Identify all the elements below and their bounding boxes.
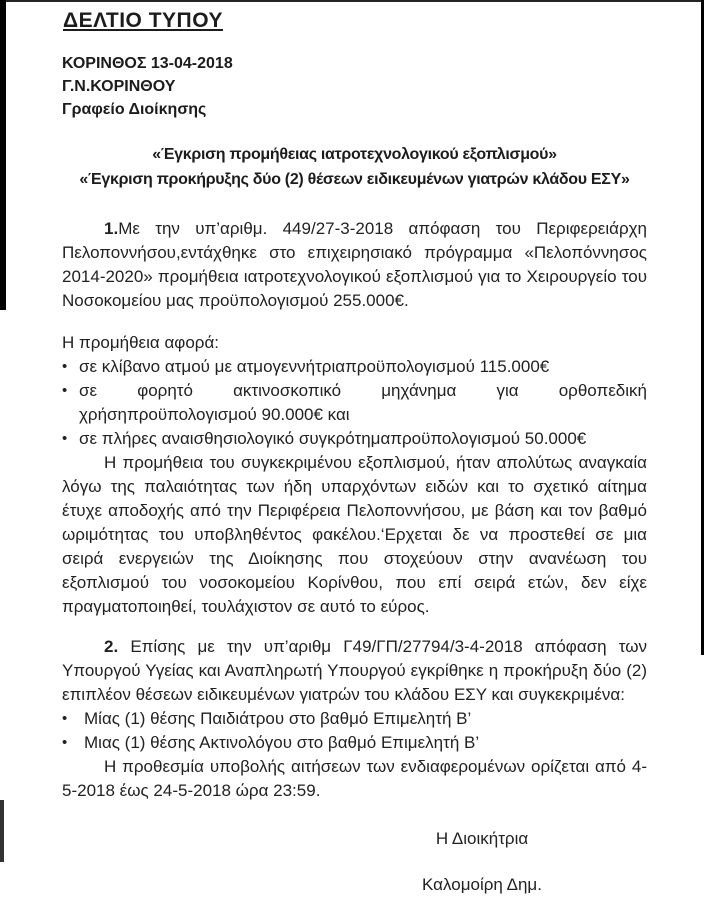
scan-edge-top bbox=[0, 0, 704, 2]
paragraph-3-number: 2. bbox=[104, 637, 119, 656]
list-intro: Η προμήθεια αφορά: bbox=[62, 333, 219, 352]
list-item bbox=[62, 707, 647, 731]
scan-edge-left-lower bbox=[0, 800, 4, 862]
bullet-icon: • bbox=[62, 430, 68, 447]
scan-edge-left-upper bbox=[0, 0, 6, 310]
subject-block bbox=[62, 142, 647, 192]
paragraph-1-text: Με την υπ’αριθμ. 449/27-3-2018 απόφαση του Περιφερειάρχη Πελοποννήσου,εντάχθηκε στο επιχειρησιακό πρόγραμμα «Πελοπόννησος 2014-2020» προμήθεια ιατροτεχνολογικού εξοπλισμού για το Χειρουργείο του Νοσοκομείου μας προϋπολογισμού 255.000€. bbox=[62, 219, 647, 310]
subject-line-1: «Έγκριση προμήθειας ιατροτεχνολογικού εξοπλισμού» bbox=[152, 146, 557, 163]
organization: Γ.Ν.ΚΟΡΙΝΘΟΥ bbox=[62, 78, 176, 95]
paragraph-2: Η προμήθεια του συγκεκριμένου εξοπλισμού, ήταν απολύτως αναγκαία λόγω της παλαιότητας των ήδη υπαρχόντων ειδών και το σχετικό αίτημα έτυχε αποδοχής από την Περιφέρεια Πελοποννήσου, με βάση και τον βαθμό ωριμότητας του υποβληθέντος φακέλου.‘Ερχεται δε να προστεθεί σε μια σειρά ενεργειών της Διοίκησης που στοχεύουν στην ανανέωση του εξοπλισμού του νοσοκομείου Κορίνθου, που επί σειρά ετών, δεν είχε πραγματοποιηθεί, τουλάχιστον σε αυτό το εύρος. bbox=[62, 453, 647, 616]
bullet-icon: • bbox=[62, 382, 68, 399]
list-item-text: Μιας (1) θέσης Ακτινολόγου στο βαθμό Επιμελητή Β’ bbox=[84, 733, 480, 752]
bullet-icon: • bbox=[62, 358, 68, 375]
list-item-text: σε πλήρες αναισθησιολογικό συγκρότημαπροϋπολογισμού 50.000€ bbox=[79, 429, 587, 448]
procurement-list bbox=[62, 355, 647, 451]
list-item-text: Μίας (1) θέσης Παιδιάτρου στο βαθμό Επιμελητή Β’ bbox=[84, 709, 472, 728]
signature-name: Καλομοίρη Δημ. bbox=[422, 875, 542, 894]
bullet-icon: • bbox=[62, 734, 68, 751]
paragraph-4: Η προθεσμία υποβολής αιτήσεων των ενδιαφερομένων ορίζεται από 4-5-2018 έως 24-5-2018 ώρα 23:59. bbox=[62, 757, 647, 800]
list-item bbox=[62, 427, 647, 451]
bullet-icon: • bbox=[62, 710, 68, 727]
paragraph-3 bbox=[62, 635, 647, 707]
paragraph-1-number: 1. bbox=[104, 219, 119, 238]
signature-block bbox=[382, 829, 582, 895]
paragraph-1 bbox=[62, 217, 647, 313]
office: Γραφείο Διοίκησης bbox=[62, 101, 207, 118]
list-item-text: σε φορητό ακτινοσκοπικό μηχάνημα για ορθοπεδική χρήσηπροϋπολογισμού 90.000€ και bbox=[79, 381, 647, 424]
list-item bbox=[62, 355, 647, 379]
positions-list bbox=[62, 707, 647, 755]
doc-type-title: ΔΕΛΤΙΟ ΤΥΠΟΥ bbox=[63, 9, 223, 32]
document-header bbox=[62, 52, 647, 121]
subject-line-2: «Έγκριση προκήρυξης δύο (2) θέσεων ειδικευμένων γιατρών κλάδου ΕΣΥ» bbox=[79, 171, 630, 188]
list-item bbox=[62, 731, 647, 755]
list-item bbox=[62, 379, 647, 427]
signature-title: Η Διοικήτρια bbox=[435, 829, 529, 848]
paragraph-3-text: Επίσης με την υπ’αριθμ Γ49/ΓΠ/27794/3-4-2018 απόφαση των Υπουργού Υγείας και Αναπληρωτή Υπουργού εγκρίθηκε η προκήρυξη δύο (2) επιπλέον θέσεων ειδικευμένων γιατρών του κλάδου ΕΣΥ και συγκεκριμένα: bbox=[62, 637, 647, 704]
list-item-text: σε κλίβανο ατμού με ατμογεννήτριαπροϋπολογισμού 115.000€ bbox=[79, 357, 550, 376]
place-date: ΚΟΡΙΝΘΟΣ 13-04-2018 bbox=[62, 55, 233, 72]
